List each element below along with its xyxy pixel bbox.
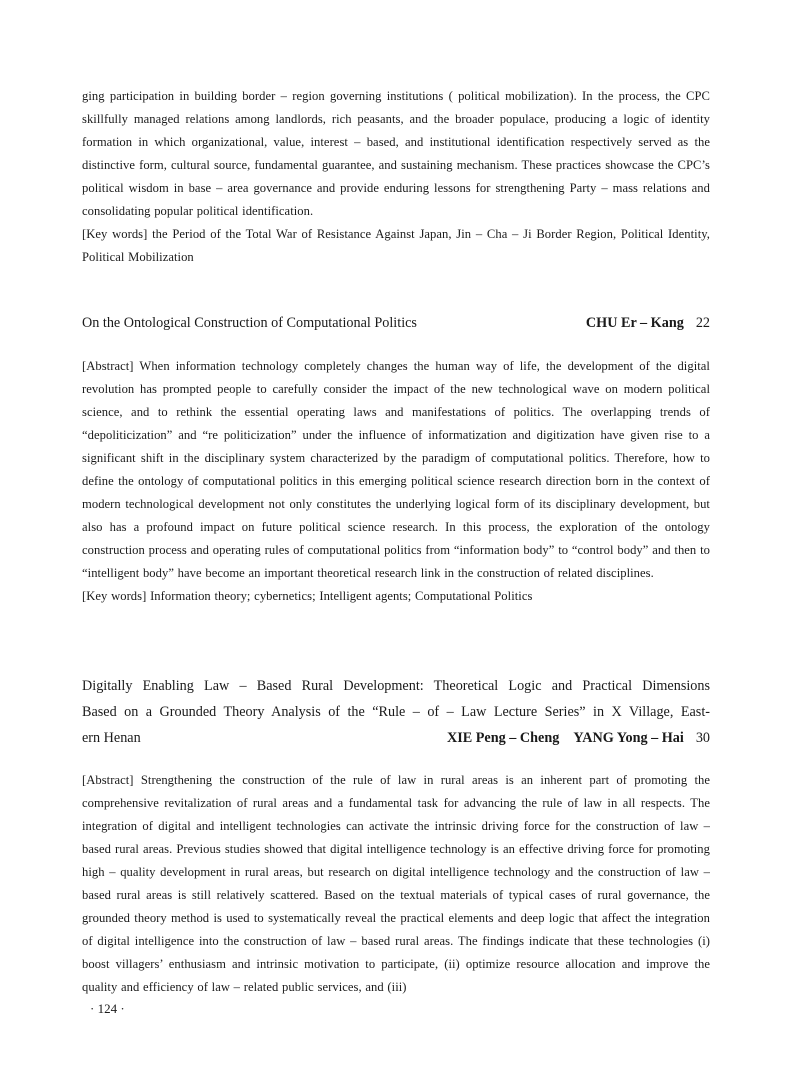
abstract-label: [Abstract]	[82, 359, 134, 373]
abstract-paragraph	[82, 769, 710, 999]
previous-article-abstract-tail	[82, 85, 710, 269]
keywords-text: Information theory; cybernetics; Intelligent agents; Computational Politics	[150, 589, 533, 603]
article-abstract	[82, 769, 710, 999]
article-heading	[82, 310, 710, 336]
abstract-text: When information technology completely changes the human way of life, the development of the digital revolution has prompted people to carefully consider the impact of the new technological wave on modern political science, and to rethink the essential operating laws and manifestations of politics. The overlapping trends of “depoliticization” and “re politicization” under the influence of informatization and digitization have given rise to a significant shift in the disciplinary system characterized by the paradigm of computational politics. Therefore, how to define the ontology of computational politics in this emerging political science research direction born in the context of modern technological development not only constitutes the underlying logical form of its disciplinary development, but also has a profound impact on future political science research. In this process, the exploration of the ontology construction process and operating rules of computational politics from “information body” to “control body” and then to “intelligent body” have become an important theoretical research link in the construction of related disciplines.	[82, 359, 710, 580]
keywords-line	[82, 223, 710, 269]
abstract-paragraph	[82, 355, 710, 585]
keywords-text: the Period of the Total War of Resistance Against Japan, Jin – Cha – Ji Border Region, Political Identity, Political Mobilization	[82, 227, 710, 264]
author-name: YANG Yong – Hai	[573, 730, 684, 746]
author-name: CHU Er – Kang	[585, 315, 684, 331]
article-page-number: 22	[695, 315, 710, 331]
author-name: XIE Peng – Cheng	[446, 730, 560, 746]
abstract-text: Strengthening the construction of the rule of law in rural areas is an inherent part of promoting the comprehensive revitalization of rural areas and a fundamental task for advancing the rule of law in all respects. The integration of digital and intelligent technologies can activate the intrinsic driving force for the construction of law – based rural areas. Previous studies showed that digital intelligence technology is an effective driving force for promoting high – quality development in rural areas, but research on digital intelligence technology and the construction of law – based rural areas is still relatively scattered. Based on the textual materials of typical cases of rural governance, the grounded theory method is used to systematically reveal the practical elements and deep logic that affect the integration of digital intelligence into the construction of law – based rural areas. The findings indicate that these technologies (i) boost villagers’ enthusiasm and intrinsic motivation to participate, (ii) optimize resource allocation and improve the quality and efficiency of law – related public services, and (iii)	[82, 773, 710, 994]
keywords-line	[82, 585, 710, 608]
article-authors	[586, 310, 710, 336]
abstract-label: [Abstract]	[82, 773, 134, 787]
keywords-label: [Key words]	[82, 589, 147, 603]
article-authors	[447, 725, 710, 751]
article-abstract	[82, 355, 710, 608]
abstract-text: ging participation in building border – region governing institutions ( political mobilization). In the process, the CPC skillfully managed relations among landlords, rich peasants, and the broader populace, producing a logic of identity formation in which organizational, value, interest – based, and institutional identification respectively served as the distinctive form, cultural source, fundamental guarantee, and sustaining mechanism. These practices showcase the CPC’s political wisdom in base – area governance and provide enduring lessons for strengthening Party – mass relations and consolidating popular political identification.	[82, 89, 710, 218]
article-page-number: 30	[695, 730, 710, 746]
article-heading	[82, 673, 710, 751]
keywords-label: [Key words]	[82, 227, 148, 241]
article-title-line-2: Based on a Grounded Theory Analysis of the “Rule – of – Law Lecture Series” in X Village, East-	[82, 704, 710, 720]
article-title-line-1: Digitally Enabling Law – Based Rural Development: Theoretical Logic and Practical Dimensions	[82, 678, 710, 694]
page-number: · 124 ·	[90, 1001, 125, 1016]
article-title: On the Ontological Construction of Computational Politics	[82, 315, 417, 331]
article-title-line-3: ern Henan	[82, 730, 141, 746]
